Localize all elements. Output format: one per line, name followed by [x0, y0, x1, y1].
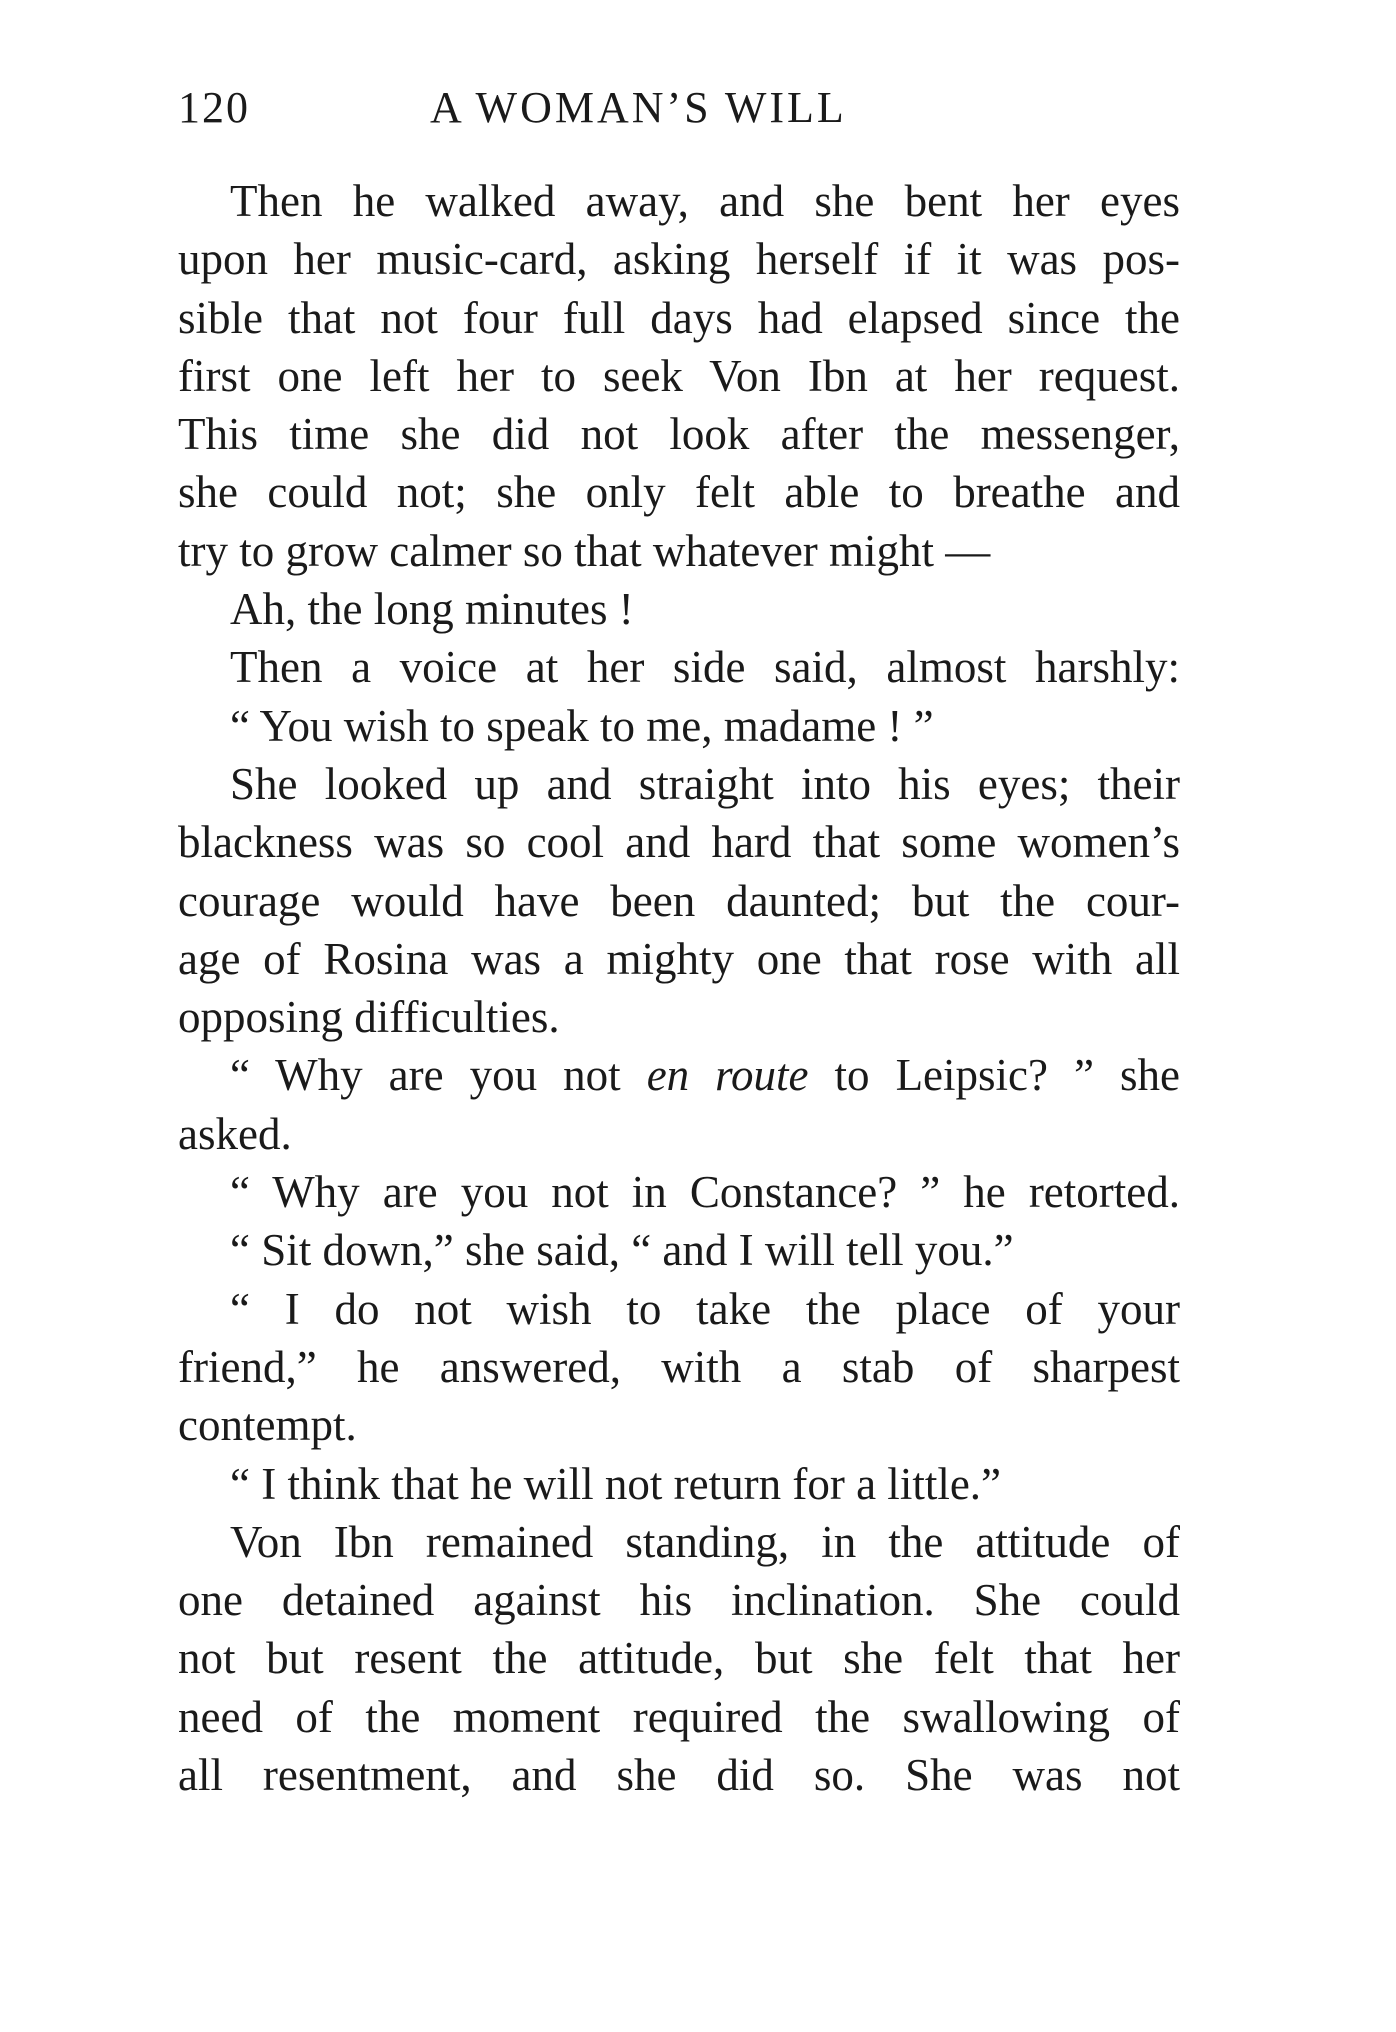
body-text	[178, 172, 1180, 1804]
text-line: all resentment, and she did so. She was not	[178, 1750, 1180, 1801]
text-line: Then he walked away, and she bent her eyes	[230, 176, 1180, 226]
text-line: try to grow calmer so that whatever might —	[178, 525, 991, 576]
text-line: “ I think that he will not return for a little.”	[230, 1458, 1002, 1509]
text-line: contempt.	[178, 1400, 357, 1451]
text-line: “ I do not wish to take the place of your	[230, 1283, 1180, 1334]
text-line: “ You wish to speak to me, madame ! ”	[230, 700, 934, 751]
text-line: first one left her to seek Von Ibn at her request.	[178, 350, 1180, 401]
text-line: blackness was so cool and hard that some women’s	[178, 817, 1180, 868]
text-line: sible that not four full days had elapsed since the	[178, 292, 1180, 343]
page-header	[178, 78, 1180, 138]
italic-phrase: en route	[646, 1050, 809, 1101]
text-line: She looked up and straight into his eyes; their	[230, 758, 1180, 809]
text-line: “ Sit down,” she said, “ and I will tell you.”	[230, 1225, 1014, 1276]
text-line: she could not; she only felt able to breathe and	[178, 467, 1180, 518]
text-line: “ Why are you not in Constance? ” he retorted.	[230, 1167, 1180, 1218]
text-line: not but resent the attitude, but she felt that her	[178, 1633, 1180, 1684]
page-number: 120	[178, 83, 250, 132]
text-line: age of Rosina was a mighty one that rose with all	[178, 933, 1180, 984]
text-line: friend,” he answered, with a stab of sharpest	[178, 1341, 1180, 1392]
text-segment: to Leipsic? ” she	[808, 1050, 1180, 1101]
text-line: one detained against his inclination. She could	[178, 1575, 1180, 1626]
text-line: Ah, the long minutes !	[230, 584, 634, 635]
text-line-with-italic	[178, 1046, 1180, 1104]
text-line: asked.	[178, 1108, 292, 1159]
text-line: opposing difficulties.	[178, 992, 560, 1043]
text-line: need of the moment required the swallowing of	[178, 1691, 1180, 1742]
text-line: This time she did not look after the messenger,	[178, 409, 1180, 460]
text-segment: “ Why are you not	[230, 1050, 647, 1101]
running-title: A WOMAN’S WILL	[430, 83, 847, 132]
text-line: upon her music-card, asking herself if it was pos-	[178, 234, 1180, 285]
text-line: Then a voice at her side said, almost harshly:	[230, 642, 1180, 693]
text-line: courage would have been daunted; but the cour-	[178, 875, 1180, 926]
text-line: Von Ibn remained standing, in the attitude of	[230, 1516, 1180, 1567]
